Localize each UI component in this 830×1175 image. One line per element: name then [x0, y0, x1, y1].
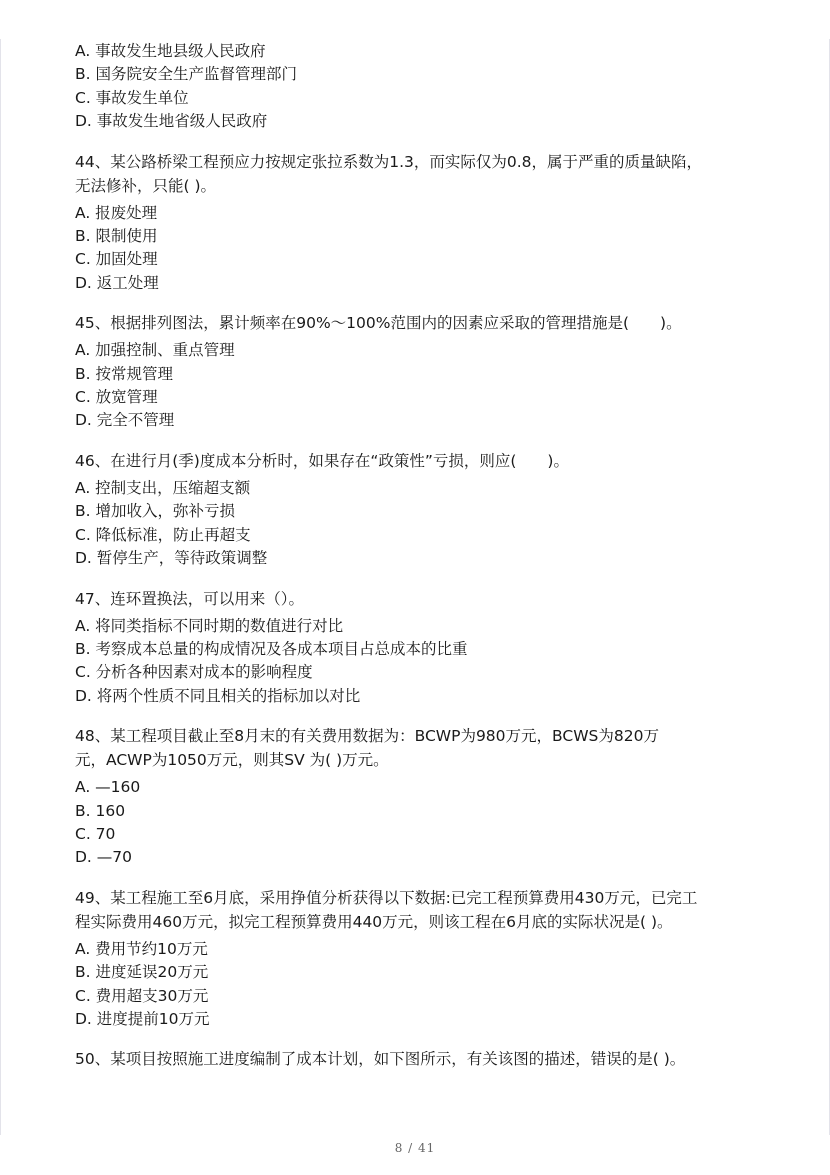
question-line: 50、某项目按照施工进度编制了成本计划，如下图所示，有关该图的描述，错误的是( )。 [75, 1050, 686, 1069]
question-line: 47、连环置换法，可以用来（）。 [75, 589, 304, 608]
option-b: B. 考察成本总量的构成情况及各成本项目占总成本的比重 [75, 639, 468, 658]
question-stem [75, 724, 755, 772]
option-c: C. 放宽管理 [75, 388, 158, 407]
question-line: 44、某公路桥梁工程预应力按规定张拉系数为1.3，而实际仅为0.8，属于严重的质量缺陷， [75, 152, 703, 171]
option-d: D. 事故发生地省级人民政府 [75, 112, 268, 131]
option-c: C. 降低标准，防止再超支 [75, 525, 251, 544]
question-stem [75, 587, 755, 611]
option-c: C. 加固处理 [75, 250, 158, 269]
option-a: A. 控制支出，压缩超支额 [75, 478, 251, 497]
option-c: C. 分析各种因素对成本的影响程度 [75, 663, 313, 682]
question-45 [75, 311, 755, 433]
previous-question-options [75, 40, 755, 134]
option-d: D. 完全不管理 [75, 411, 175, 430]
page-content [75, 40, 755, 1075]
question-50 [75, 1047, 755, 1071]
option-a: A. 加强控制、重点管理 [75, 341, 235, 360]
option-d: D. 返工处理 [75, 273, 159, 292]
question-line: 45、根据排列图法，累计频率在90%～100%范围内的因素应采取的管理措施是( )。 [75, 314, 682, 333]
question-line: 无法修补，只能( )。 [75, 176, 217, 195]
question-line: 48、某工程项目截止至8月末的有关费用数据为：BCWP为980万元，BCWS为820万 [75, 727, 659, 746]
page-indicator: 8 / 41 [394, 1141, 436, 1155]
option-d: D. 将两个性质不同且相关的指标加以对比 [75, 686, 361, 705]
question-48 [75, 724, 755, 870]
question-stem [75, 150, 755, 198]
question-47 [75, 587, 755, 709]
option-c: C. 70 [75, 824, 116, 843]
question-stem [75, 1047, 755, 1071]
question-44 [75, 150, 755, 296]
option-d: D. 暂停生产，等待政策调整 [75, 549, 268, 568]
option-c: C. 费用超支30万元 [75, 986, 209, 1005]
option-b: B. 160 [75, 801, 126, 820]
question-stem [75, 311, 755, 335]
question-line: 元，ACWP为1050万元，则其SV 为( )万元。 [75, 751, 389, 770]
question-stem [75, 886, 755, 934]
option-a: A. —160 [75, 778, 141, 797]
option-a: A. 费用节约10万元 [75, 939, 208, 958]
option-b: B. 增加收入，弥补亏损 [75, 502, 235, 521]
option-a: A. 报废处理 [75, 203, 158, 222]
option-b: B. 限制使用 [75, 227, 158, 246]
question-49 [75, 886, 755, 1032]
option-d: D. 进度提前10万元 [75, 1009, 210, 1028]
option-c: C. 事故发生单位 [75, 88, 189, 107]
option-b: B. 国务院安全生产监督管理部门 [75, 65, 297, 84]
option-a: A. 将同类指标不同时期的数值进行对比 [75, 616, 344, 635]
option-d: D. —70 [75, 848, 133, 867]
question-line: 46、在进行月(季)度成本分析时，如果存在“政策性”亏损，则应( )。 [75, 451, 569, 470]
option-b: B. 进度延误20万元 [75, 963, 209, 982]
question-line: 49、某工程施工至6月底，采用挣值分析获得以下数据:已完工程预算费用430万元，已完工 [75, 888, 698, 907]
option-b: B. 按常规管理 [75, 364, 173, 383]
option-a: A. 事故发生地县级人民政府 [75, 42, 266, 60]
question-line: 程实际费用460万元，拟完工程预算费用440万元，则该工程在6月底的实际状况是( )。 [75, 912, 673, 931]
question-stem [75, 449, 755, 473]
question-46 [75, 449, 755, 571]
